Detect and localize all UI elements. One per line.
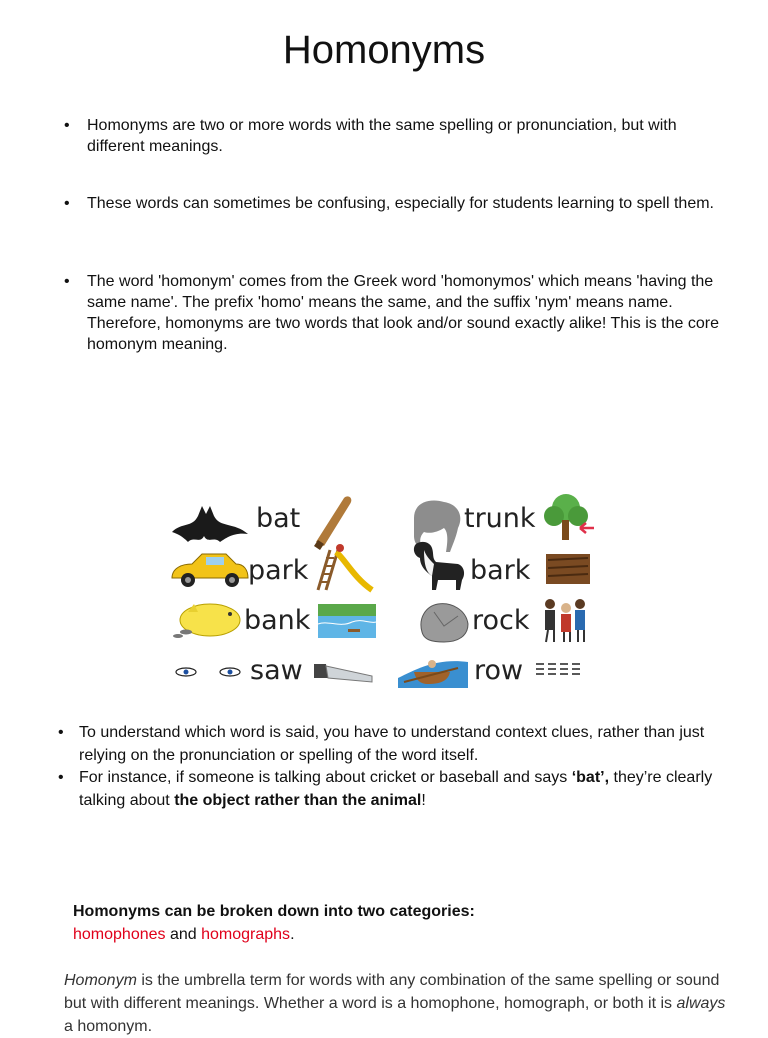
tree-bark-icon bbox=[546, 554, 590, 584]
bat-quote: ‘bat’, bbox=[571, 769, 610, 786]
definition-text-a: is the umbrella term for words with any combination of the same spelling or sound but with different meanings. Whether a word is a homophone, homograph, or both it is bbox=[64, 972, 720, 1012]
context-bullet-list bbox=[54, 722, 734, 812]
word-park: park bbox=[248, 555, 309, 586]
definition-paragraph bbox=[64, 969, 734, 1038]
word-bat: bat bbox=[256, 503, 301, 534]
intro-bullet-2: • These words can sometimes be confusing, especially for students learning to spell them. bbox=[62, 193, 722, 214]
page-title: Homonyms bbox=[282, 28, 486, 72]
word-trunk: trunk bbox=[464, 503, 536, 534]
tree-icon bbox=[544, 494, 594, 540]
context-bullet-2-text-b: they’re clearly talking about bbox=[79, 769, 713, 809]
dog-icon bbox=[414, 542, 464, 590]
intro-bullet-list bbox=[62, 115, 722, 157]
slide-icon bbox=[318, 544, 372, 590]
categories-period: . bbox=[290, 926, 295, 943]
word-saw: saw bbox=[250, 655, 303, 686]
categories-heading: Homonyms can be broken down into two categories: bbox=[73, 903, 475, 920]
definition-term: Homonym bbox=[64, 972, 137, 989]
car-icon bbox=[172, 554, 248, 587]
intro-bullet-list-2 bbox=[62, 193, 722, 214]
homonym-illustration bbox=[168, 492, 598, 692]
eyes-icon bbox=[176, 668, 240, 676]
context-bullet-2 bbox=[54, 767, 734, 812]
hand-saw-icon bbox=[314, 664, 372, 682]
categories-line bbox=[73, 923, 475, 946]
context-bullet-2-text-a: For instance, if someone is talking about cricket or baseball and says bbox=[79, 769, 572, 786]
object-emphasis: the object rather than the animal bbox=[174, 791, 422, 809]
word-bank: bank bbox=[244, 605, 311, 636]
river-bank-icon bbox=[318, 604, 376, 638]
rock-icon bbox=[421, 604, 468, 642]
bat-animal-icon bbox=[172, 506, 248, 542]
homographs-label: homographs bbox=[201, 926, 291, 943]
context-bullet-1: • To understand which word is said, you have to understand context clues, rather than just relying on the pronunciation or spelling of the word itself. bbox=[54, 722, 734, 767]
rowing-boat-icon bbox=[398, 660, 468, 688]
row-lines-icon bbox=[536, 664, 580, 674]
categories-block bbox=[73, 900, 475, 946]
word-rock: rock bbox=[472, 605, 530, 636]
homophones-label: homophones bbox=[73, 926, 166, 943]
word-bark: bark bbox=[470, 555, 531, 586]
cricket-bat-icon bbox=[314, 496, 351, 550]
definition-emphasis: always bbox=[676, 995, 726, 1012]
word-row: row bbox=[474, 655, 524, 686]
rock-band-icon bbox=[545, 599, 585, 642]
context-bullet-2-text-c: ! bbox=[421, 791, 426, 809]
definition-text-b: a homonym. bbox=[64, 1018, 153, 1035]
intro-bullet-3: • The word 'homonym' comes from the Greek word 'homonymos' which means 'having the same name'. The prefix 'homo' means the same, and the suffix 'nym' means name. Therefore, homonyms are two words that look and/or sound exactly alike! This is the core homonym meaning. bbox=[62, 271, 722, 355]
piggy-bank-icon bbox=[173, 604, 240, 638]
categories-and: and bbox=[165, 926, 202, 943]
intro-bullet-list-3 bbox=[62, 271, 722, 355]
intro-bullet-1: • Homonyms are two or more words with the same spelling or pronunciation, but with different meanings. bbox=[62, 115, 722, 157]
